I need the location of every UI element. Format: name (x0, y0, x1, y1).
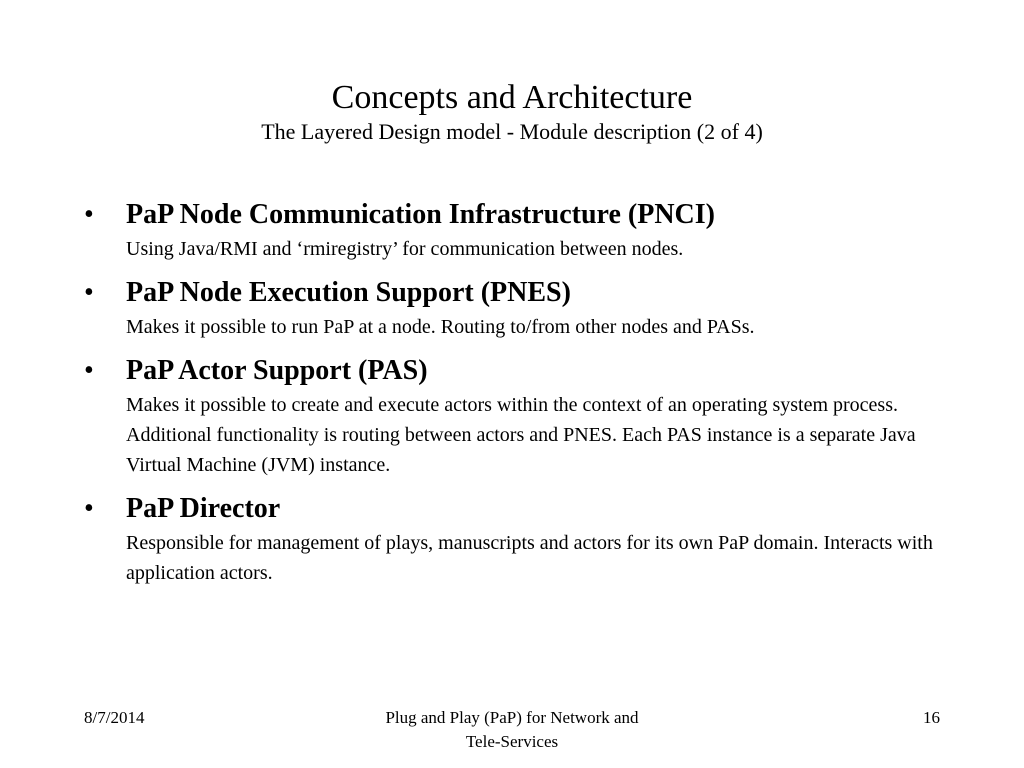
bullet-item-pnes (84, 274, 944, 342)
bullet-item-pnci (84, 196, 944, 264)
bullet-list (84, 196, 944, 598)
slide-title: Concepts and Architecture (331, 79, 693, 116)
bullet-heading: PaP Node Communication Infrastructure (PNCI) (126, 199, 715, 230)
bullet-description: Makes it possible to create and execute actors within the context of an operating system process. Additional functionality is routing between actors and PNES. Each PAS instance is a separate Java Virtual Machine (JVM) instance. (126, 394, 916, 476)
bullet-body (126, 274, 944, 342)
footer-title-line2: Tele-Services (465, 732, 559, 751)
bullet-description: Makes it possible to run PaP at a node. Routing to/from other nodes and PASs. (126, 316, 755, 338)
page-number: 16 (923, 708, 940, 727)
bullet-item-pas (84, 352, 944, 480)
bullet-heading: PaP Director (126, 493, 281, 524)
bullet-body (126, 196, 944, 264)
bullet-body (126, 352, 944, 480)
slide-subtitle: The Layered Design model - Module description (2 of 4) (261, 119, 763, 144)
bullet-body (126, 490, 944, 588)
bullet-item-director (84, 490, 944, 588)
bullet-heading: PaP Actor Support (PAS) (126, 355, 428, 386)
bullet-description: Responsible for management of plays, manuscripts and actors for its own PaP domain. Interacts with application actors. (126, 532, 933, 584)
title-block (0, 78, 1024, 146)
footer-title (312, 706, 712, 754)
footer-date: 8/7/2014 (84, 708, 145, 727)
footer-title-line1: Plug and Play (PaP) for Network and (385, 708, 639, 727)
bullet-description: Using Java/RMI and ‘rmiregistry’ for communication between nodes. (126, 238, 684, 260)
bullet-icon: • (84, 277, 94, 308)
bullet-icon: • (84, 199, 94, 230)
bullet-heading: PaP Node Execution Support (PNES) (126, 277, 571, 308)
bullet-icon: • (84, 493, 94, 524)
bullet-icon: • (84, 355, 94, 386)
